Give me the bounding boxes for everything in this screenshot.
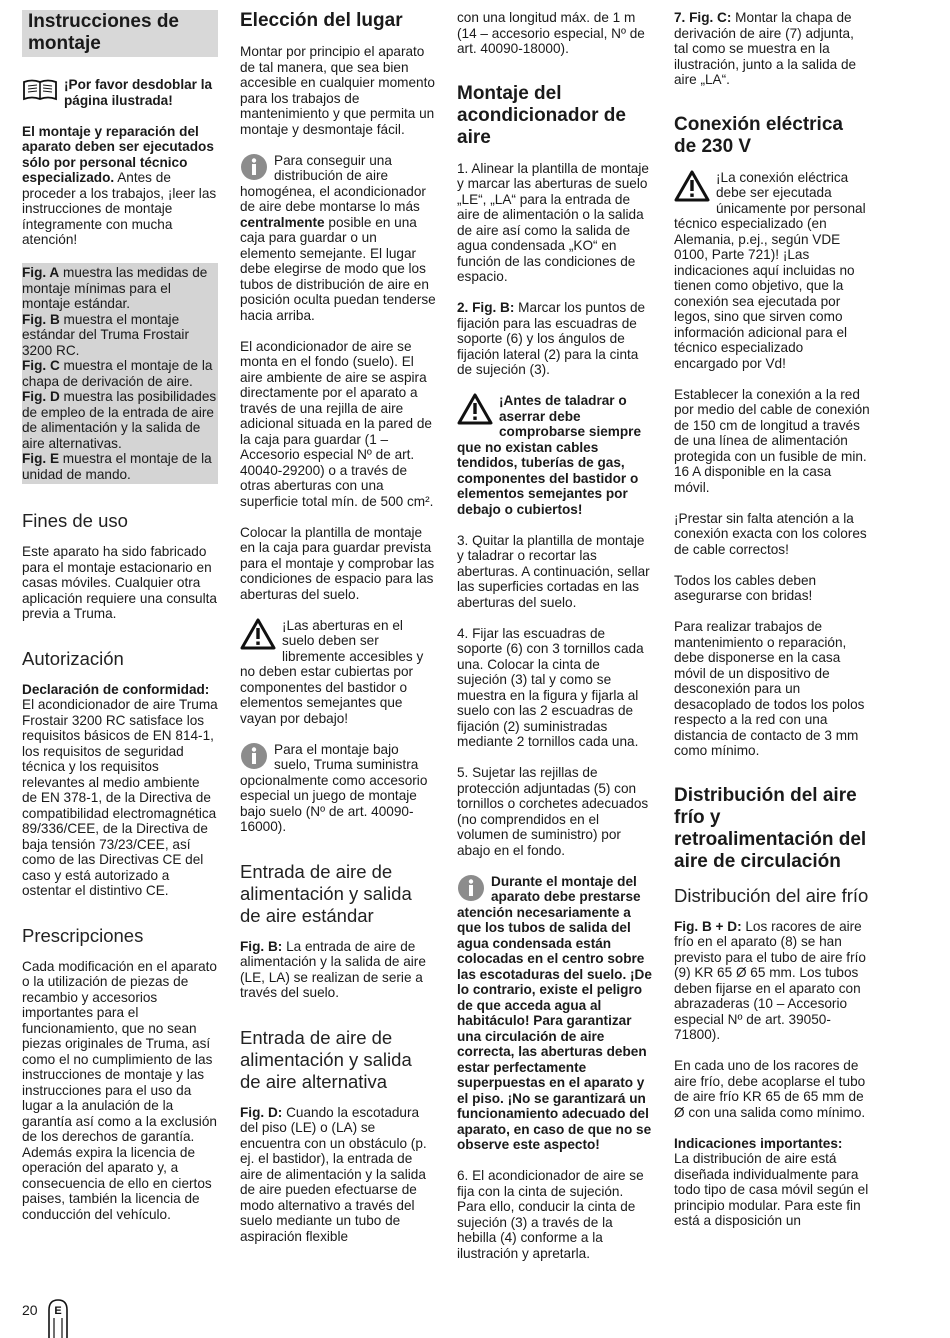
info-note-text: Para conseguir una distribución de aire homogénea, el acondicionador de aire debe montarse lo más [240,152,426,214]
warning-note-text: ¡La conexión eléctrica debe ser ejecutada únicamente por personal técnico especializado (en Alemania, p.ej., según VDE 0100, Parte 721)! ¡Las indicaciones aquí incluidas no tienen como objetivo, que la conexión sea ejecutada por legos, sino que sirven como información adicional para el técnico especializado encargado por Vd! [674,169,866,371]
declaracion-bold: Declaración de conformidad: [22,681,210,697]
conexion-paragraph-1: Establecer la conexión a la red por medio del cable de conexión de 150 cm de longitud a través de una línea de alimentación protegida con un fusible de min. 16 A disponible en la casa móvil. [674,386,870,495]
fig-text: muestra las medidas de montaje mínimas para el montaje estándar. [22,265,208,311]
warning-icon [457,393,493,425]
indicaciones-bold: Indicaciones importantes: [674,1135,843,1151]
unfold-note-text: ¡Por favor desdoblar la página ilustrada! [64,77,213,108]
step-5: 5. Sujetar las rejillas de protección adjuntadas (5) con tornillos o corchetes adecuados (no comprendidos en el volumen de suministro) por abajo en el fondo. [457,765,649,858]
fig-text: muestra el montaje de la unidad de mando. [22,451,212,482]
heading-autorizacion: Autorización [22,647,124,669]
step-text: Montar la chapa de derivación de aire (7) adjunta, tal como se muestra en la ilustración, junto a la salida de aire „LA“. [674,10,857,87]
eleccion-paragraph-1: Montar por principio el aparato de tal manera, que sea bien accesible en cualquier momento para los trabajos de mantenimiento y que permita un montaje y desmontaje fácil. [240,44,435,137]
column-2 [240,10,436,1260]
warning-note-electric [674,170,870,372]
fig-label: Fig. D [22,389,60,404]
conexion-paragraph-4: Para realizar trabajos de mantenimiento o reparación, debe disponerse en la casa móvil de un dispositivo de desconexión para un desacoplado de todos los polos respecto a la red con una distancia de contacto de 3 mm como mínimo. [674,619,865,758]
entrada-alternativa-paragraph [240,1105,436,1245]
fig-label: Fig. B: [240,938,283,954]
indicaciones-text: La distribución de aire está diseñada individualmente para todo tipo de casa móvil según el principio modular. Para este fin está a disposición un [674,1151,869,1228]
column-4 [674,10,870,1244]
heading-montaje: Montaje del acondicionador de aire [457,82,626,148]
language-tab [46,1298,70,1338]
book-icon [22,77,58,103]
warning-icon [674,170,710,202]
fig-item [22,389,218,451]
warning-note-drill [457,393,653,517]
indicaciones-paragraph [674,1136,870,1229]
entrada-alternativa-text: Cuando la escotadura del piso (LE) o (LA) se encuentra con un obstáculo (p. ej. el bastidor), la entrada de aire de alimentación y la salida de aire pueden efectuarse de modo alternativo a través del suelo mediante un tubo de aspiración flexible [240,1104,427,1244]
fig-label: Fig. D: [240,1104,283,1120]
step-2 [457,300,653,378]
step-3: 3. Quitar la plantilla de montaje y taladrar o recortar las aberturas. A continuación, sellar las superficies cortadas en las aberturas del suelo. [457,532,650,610]
language-label: E [54,1305,62,1317]
warning-note-text: ¡Las aberturas en el suelo deben ser libremente accesibles y no deben estar cubiertas por componentes del bastidor o elementos semejantes que vayan por debajo! [240,617,424,726]
step-1: 1. Alinear la plantilla de montaje y marcar las aberturas de suelo „LE“, „LA“ para la entrada de aire de alimentación o la salida de aire así como la salida de agua condensada „KO“ en función de las condiciones de espacio. [457,160,649,284]
declaracion-text: El acondicionador de aire Truma Frostair 3200 RC satisface los requisitos básicos de EN 814-1, los requisitos de seguridad técnica y los requisitos relevantes al medio ambiente de EN 378-1, de la Directiva de compatibilidad electromagnética 89/336/CEE, de la Directiva de baja tensión 73/23/CEE, así como de las Directivas CE del caso y está autorizado a ostentar el distintivo CE. [22,697,218,898]
warning-bold: El montaje y reparación del aparato deben ser ejecutados sólo por personal técnico especializado. [22,123,214,185]
fig-label: Fig. B + D: [674,918,742,934]
info-note-text: Durante el montaje del aparato debe prestarse atención necesariamente a que los tubos de salida del agua condensada están colocadas en el centro sobre las escotaduras del suelo. ¡De lo contrario, existe el peligro de que acceda agua al habitáculo! Para garantizar una circulación de aire correcta, las aberturas deben estar perfectamente superpuestas en el aparato y el piso. ¡No se garantizará un funcionamiento adecuado del aparato, en caso de que no se observe este aspecto! [457,873,652,1152]
step-label: 2. Fig. B: [457,300,515,315]
step-6: 6. El acondicionador de aire se fija con la cinta de sujeción. Para ello, conducir la cinta de sujeción (3) a través de la hebilla (4) conforme a la ilustración y apretarla. [457,1168,644,1261]
distribucion-paragraph-1 [674,919,870,1043]
warning-paragraph [22,124,218,248]
step-4: 4. Fijar las escuadras de soporte (6) con 3 tornillos cada una. Colocar la cinta de sujeción (3) tal y como se muestra en la figura y fijarla al suelo con las 2 escuadras de fijación (2) suministradas mediante 2 tornillos cada una. [457,625,644,749]
info-note-condensate [457,874,653,1153]
figures-box [22,263,218,484]
fines-paragraph: Este aparato ha sido fabricado para el montaje estacionario en casas móviles. Cualquier otra aplicación requiere una consulta previa a Truma. [22,544,217,621]
info-icon [240,742,268,770]
fig-text: muestra las posibilidades de empleo de la entrada de aire de alimentación y la salida de aire alternativas. [22,389,217,451]
heading-entrada-alternativa: Entrada de aire de alimentación y salida de aire alternativa [240,1026,412,1092]
info-icon [457,874,485,902]
heading-conexion-electrica: Conexión eléctrica de 230 V [674,113,843,157]
heading-entrada-estandar: Entrada de aire de alimentación y salida de aire estándar [240,860,412,926]
conexion-paragraph-2: ¡Prestar sin falta atención a la conexión exacta con los colores de cable correctos! [674,510,867,557]
entrada-estandar-paragraph [240,939,436,1001]
info-note-1 [240,153,436,324]
unfold-note [22,77,218,108]
fig-label: Fig. B [22,311,60,327]
fig-label: Fig. A [22,265,60,280]
fig-label: Fig. C [22,358,60,373]
column-3 [457,10,653,1277]
fig-text: muestra el montaje estándar del Truma Frostair 3200 RC. [22,311,189,358]
continuation-paragraph: con una longitud máx. de 1 m (14 – accesorio especial, Nº de art. 40090-18000). [457,10,645,56]
distribucion-paragraph-2: En cada uno de los racores de aire frío, debe acoplarse el tubo de aire frío KR 65 de 65 mm de Ø con una salida como mínimo. [674,1058,866,1120]
eleccion-paragraph-2: El acondicionador de aire se monta en el fondo (suelo). El aire ambiente de aire se aspira directamente por el aparato a través de una rejilla de aire adicional situada en la pared de la caja para guardar (1 – Accesorio especial Nº de art. 40040-29200) o a través de otras aberturas con una superficie total mín. de 500 cm². [240,338,434,509]
column-1 [22,10,218,1238]
step-7 [674,10,870,88]
heading-eleccion-lugar: Elección del lugar [240,10,403,31]
info-note-text: Para el montaje bajo suelo, Truma suministra opcionalmente como accesorio especial un juego de montaje bajo suelo (Nº de art. 40090-16000). [240,741,428,834]
fig-item [22,265,218,312]
info-icon [240,153,268,181]
conexion-paragraph-3: Todos los cables deben asegurarse con bridas! [674,572,817,603]
page-number: 20 [22,1302,38,1318]
warning-text: Antes de proceder a los trabajos, ¡leer las instrucciones de montaje íntegramente con mucha atención! [22,170,217,247]
heading-distribucion-aire-frio: Distribución del aire frío [674,884,869,906]
step-text: Marcar los puntos de fijación para las escuadras de soporte (6) y los ángulos de fijación lateral (2) para la cinta de sujeción (3). [457,300,646,377]
fig-label: Fig. E [22,451,60,466]
fig-item [22,451,218,482]
info-note-text: posible en una caja para guardar o un elemento semejante. El lugar debe elegirse de modo que los tubos de distribución de aire en posición oculta puedan tenderse hacia arriba. [240,214,436,323]
info-note-bold: centralmente [240,214,325,230]
section-title-instrucciones: Instrucciones de montaje [22,10,218,57]
warning-note-1 [240,618,436,727]
step-label: 7. Fig. C: [674,10,732,25]
distribucion-text: Los racores de aire frío en el aparato (8) se han previsto para el tubo de aire frío (9) KR 65 Ø 65 mm. Los tubos deben fijarse en el aparato con abrazaderas (10 – Accesorio especial Nº de art. 39050-71800). [674,918,866,1042]
fig-item [22,312,218,359]
fig-text: muestra el montaje de la chapa de derivación de aire. [22,358,213,389]
autorizacion-paragraph [22,682,218,899]
prescripciones-paragraph: Cada modificación en el aparato o la utilización de piezas de recambio y accesorios importantes para el funcionamiento, que no sean piezas originales de Truma, así como el no cumplimiento de las instrucciones de montaje y las instrucciones para el uso da lugar a la anulación de la garantía así como a la exclusión de los derechos de garantía. Además expira la licencia de operación del aparato y, a consecuencia de ello en ciertos paises, también la licencia de conducción del vehículo. [22,958,217,1222]
heading-fines-de-uso: Fines de uso [22,510,128,531]
warning-note-text: ¡Antes de taladrar o aserrar debe comprobarse siempre que no existan cables tendidos, tuberías de gas, componentes del bastidor o elementos semejantes por debajo o cubiertos! [457,393,642,517]
eleccion-paragraph-3: Colocar la plantilla de montaje en la caja para guardar prevista para el montaje y comprobar las condiciones de espacio para las aberturas del suelo. [240,524,435,602]
heading-distribucion: Distribución del aire frío y retroalimentación del aire de circulación [674,784,867,872]
fig-item [22,358,218,389]
warning-icon [240,618,276,650]
heading-prescripciones: Prescripciones [22,924,144,946]
entrada-estandar-text: La entrada de aire de alimentación y la salida de aire (LE, LA) se realizan de serie a través del suelo. [240,938,426,1000]
info-note-2 [240,742,436,835]
